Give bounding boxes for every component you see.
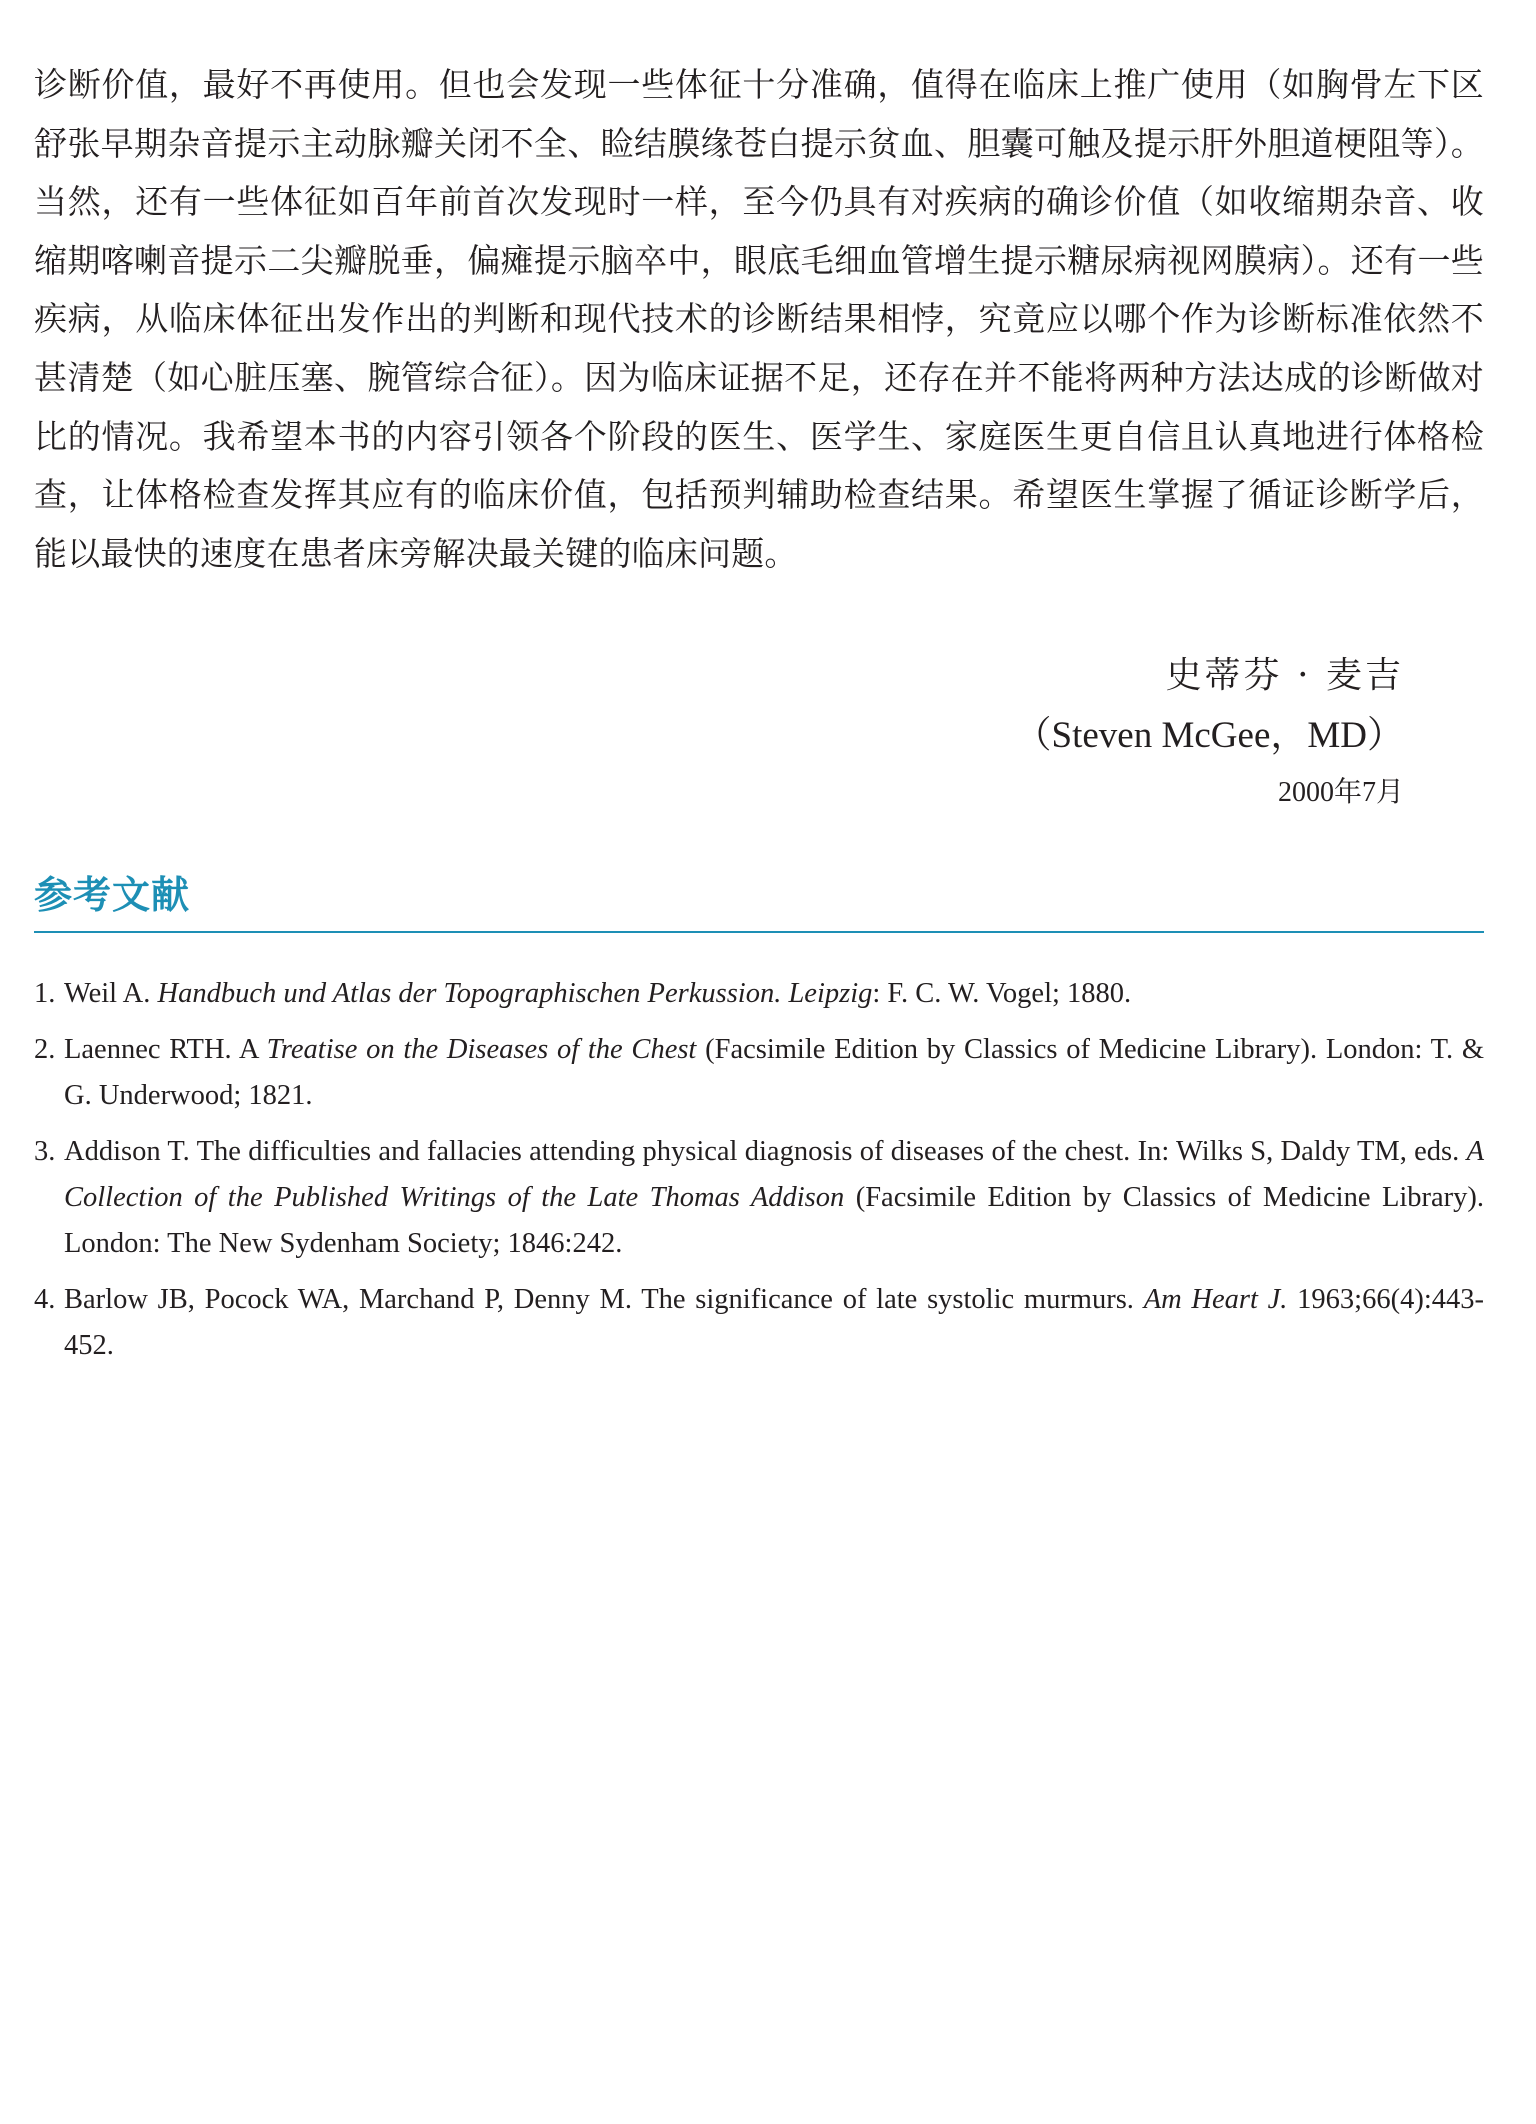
signature-date: 2000年7月 — [1277, 777, 1404, 809]
reference-title: Treatise on the Diseases of the Chest — [266, 1034, 697, 1066]
reference-item-2 — [34, 1027, 1484, 1119]
reference-item-3 — [34, 1129, 1484, 1267]
reference-number: 3. — [34, 1136, 56, 1168]
reference-number: 4. — [34, 1284, 56, 1316]
reference-text: : F. C. W. Vogel; 1880. — [872, 978, 1132, 1010]
reference-text: 1963;66(4):443-452. — [64, 1284, 1484, 1362]
body-paragraph: 诊断价值，最好不再使用。但也会发现一些体征十分准确，值得在临床上推广使用（如胸骨左下区舒张早期杂音提示主动脉瓣关闭不全、睑结膜缘苍白提示贫血、胆囊可触及提示肝外胆道梗阻等）。当然，还有一些体征如百年前首次发现时一样，至今仍具有对疾病的确诊价值（如收缩期杂音、收缩期喀喇音提示二尖瓣脱垂，偏瘫提示脑卒中，眼底毛细血管增生提示糖尿病视网膜病）。还有一些疾病，从临床体征出发作出的判断和现代技术的诊断结果相悖，究竟应以哪个作为诊断标准依然不甚清楚（如心脏压塞、腕管综合征）。因为临床证据不足，还存在并不能将两种方法达成的诊断做对比的情况。我希望本书的内容引领各个阶段的医生、医学生、家庭医生更自信且认真地进行体格检查，让体格检查发挥其应有的临床价值，包括预判辅助检查结果。希望医生掌握了循证诊断学后，能以最快的速度在患者床旁解决最关键的临床问题。 — [34, 65, 1484, 573]
author-name-chinese: 史蒂芬 · 麦吉 — [1165, 655, 1404, 697]
reference-text: Addison T. The difficulties and fallacies attending physical diagnosis of diseases of the chest. In: Wilks S, Daldy TM, eds. — [64, 1136, 1467, 1168]
references-list — [34, 971, 1484, 1369]
reference-text: (Facsimile Edition by Classics of Medicine Library). London: The New Sydenham Society; 1846:242. — [64, 1182, 1485, 1260]
reference-text: Laennec RTH. A — [64, 1034, 267, 1066]
reference-item-4 — [34, 1277, 1484, 1369]
signature-block — [34, 646, 1484, 820]
document-page — [34, 0, 1484, 1379]
author-name-english: （Steven McGee，MD） — [1014, 715, 1404, 757]
reference-number: 2. — [34, 1034, 56, 1066]
reference-item-1 — [34, 971, 1484, 1017]
reference-title: Handbuch und Atlas der Topographischen Perkussion. Leipzig — [157, 978, 873, 1010]
reference-title: Am Heart J. — [1143, 1284, 1288, 1316]
reference-text: Weil A. — [64, 978, 158, 1010]
references-section — [34, 864, 1484, 1369]
reference-text: (Facsimile Edition by Classics of Medicine Library). London: T. & G. Underwood; 1821. — [64, 1034, 1484, 1112]
references-heading: 参考文献 — [34, 864, 1484, 933]
reference-title: A Collection of the Published Writings of the Late Thomas Addison — [64, 1136, 1484, 1214]
reference-number: 1. — [34, 978, 56, 1010]
reference-text: Barlow JB, Pocock WA, Marchand P, Denny M. The significance of late systolic murmurs. — [64, 1284, 1144, 1316]
